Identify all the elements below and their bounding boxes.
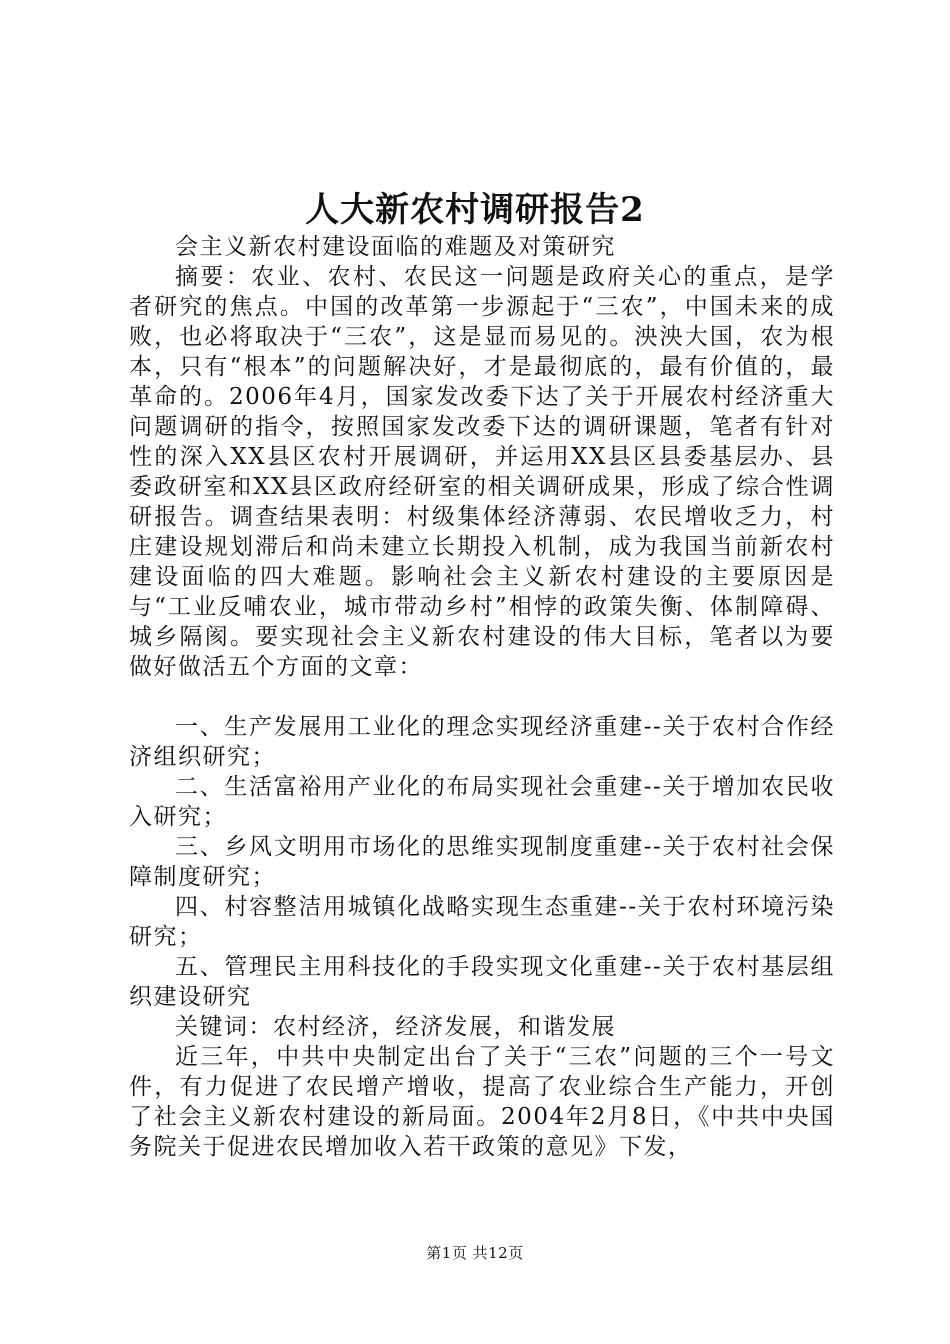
subtitle-paragraph: 会主义新农村建设面临的难题及对策研究 [175,234,616,260]
list-item-1: 一、生产发展用工业化的理念实现经济重建--关于农村合作经济组织研究； [129,714,835,770]
keywords-paragraph: 关键词：农村经济，经济发展，和谐发展 [175,1014,616,1040]
abstract-paragraph: 摘要：农业、农村、农民这一问题是政府关心的重点，是学者研究的焦点。中国的改革第一步源起于“三农”，中国未来的成败，也必将取决于“三农”，这是显而易见的。泱泱大国，农为根本，只有“根本”的问题解决好，才是最彻底的，最有价值的，最革命的。2006年4月，国家发改委下达了关于开展农村经济重大问题调研的指令，按照国家发改委下达的调研课题，笔者有针对性的深入XX县区农村开展调研，并运用XX县区县委基层办、县委政研室和XX县区政府经研室的相关调研成果，形成了综合性调研报告。调查结果表明：村级集体经济薄弱、农民增收乏力，村庄建设规划滞后和尚未建立长期投入机制，成为我国当前新农村建设面临的四大难题。影响社会主义新农村建设的主要原因是与“工业反哺农业，城市带动乡村”相悖的政策失衡、体制障碍、城乡隔阂。要实现社会主义新农村建设的伟大目标，笔者以为要做好做活五个方面的文章： [129,264,835,680]
list-item-3: 三、乡风文明用市场化的思维实现制度重建--关于农村社会保障制度研究； [129,834,835,890]
page-footer: 第1页 共12页 [426,1244,524,1262]
document-title: 人大新农村调研报告2 [305,190,645,230]
document-body [129,232,835,1162]
intro-paragraph: 近三年，中共中央制定出台了关于“三农”问题的三个一号文件，有力促进了农民增产增收，提高了农业综合生产能力，开创了社会主义新农村建设的新局面。2004年2月8日，《中共中央国务院关于促进农民增加收入若干政策的意见》下发， [129,1044,835,1160]
list-item-5: 五、管理民主用科技化的手段实现文化重建--关于农村基层组织建设研究 [129,954,835,1010]
list-item-2: 二、生活富裕用产业化的布局实现社会重建--关于增加农民收入研究； [129,774,835,830]
list-item-4: 四、村容整洁用城镇化战略实现生态重建--关于农村环境污染研究； [129,894,835,950]
